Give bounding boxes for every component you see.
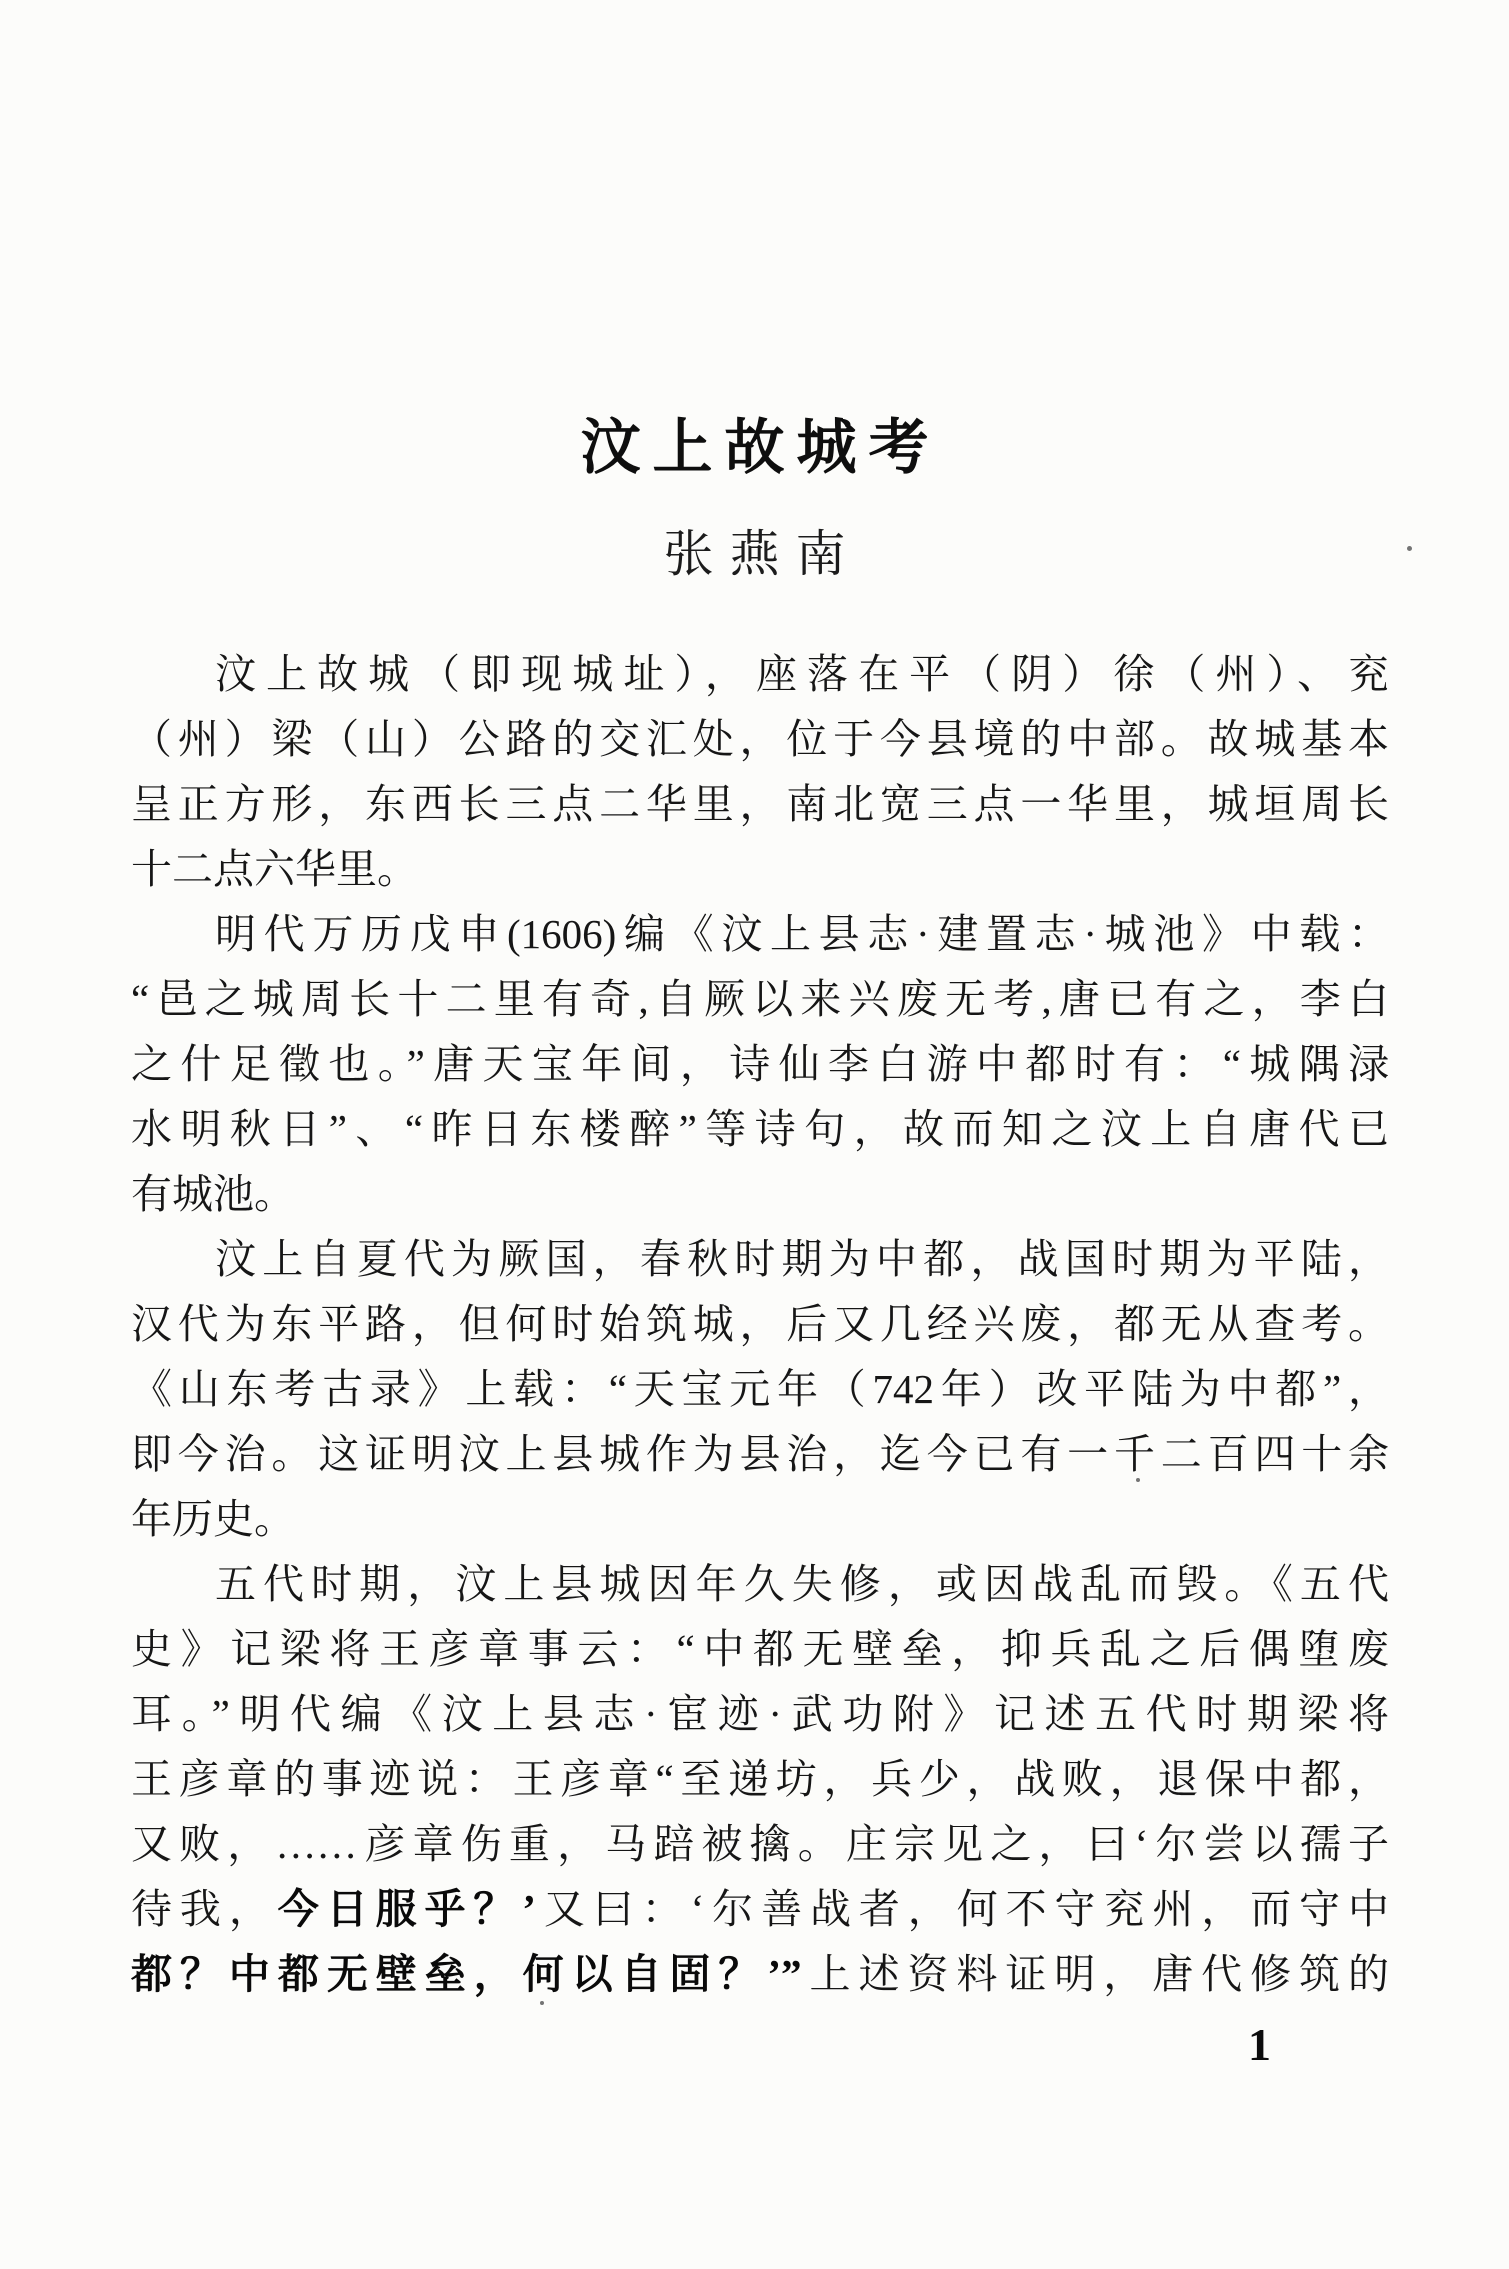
text-segment: （州）梁（山）公路的交汇处，位于今县境的中部。故城基本 [131,716,1389,762]
text-line [131,1032,1389,1097]
scan-speck [1136,1478,1140,1482]
text-segment: 明代万历戊申(1606)编《汶上县志·建置志·城池》中载： [215,911,1389,957]
text-segment: 有城池。 [131,1171,295,1217]
text-line [131,1422,1389,1487]
text-line [131,642,1389,707]
text-line [131,707,1389,772]
text-line [131,1942,1389,2007]
text-segment: 又曰：‘尔善战者，何不守兖州，而守中 [535,1886,1390,1932]
text-line [131,772,1389,837]
text-line [131,1292,1389,1357]
text-segment: 十二点六华里。 [131,846,418,892]
text-segment: “邑之城周长十二里有奇,自厥以来兴废无考,唐已有之，李白 [131,976,1389,1022]
text-line [131,1357,1389,1422]
text-segment: 《山东考古录》上载：“天宝元年（742年）改平陆为中都”， [131,1366,1389,1412]
scan-speck [1407,546,1412,551]
text-line [131,1747,1389,1812]
text-segment: 耳。”明代编《汶上县志·宦迹·武功附》记述五代时期梁将 [131,1691,1389,1737]
text-segment: 都？中都无壁垒，何以自固？’” [131,1951,802,1997]
text-line [131,1617,1389,1682]
author-name: 张燕南 [663,526,862,582]
text-line [131,1877,1389,1942]
text-line [131,1162,1389,1227]
text-segment: 王彦章的事迹说：王彦章“至递坊，兵少，战败，退保中都， [131,1756,1389,1802]
text-segment: 五代时期，汶上县城因年久失修，或因战乱而毁。《五代 [215,1561,1389,1607]
text-segment: 呈正方形，东西长三点二华里，南北宽三点一华里，城垣周长 [131,781,1389,827]
text-segment: 汶上自夏代为厥国，春秋时期为中都，战国时期为平陆， [215,1236,1389,1282]
text-line [131,902,1389,967]
scan-speck [540,2001,544,2005]
text-line [131,1812,1389,1877]
text-line [131,1227,1389,1292]
text-segment: 之什足徵也。”唐天宝年间，诗仙李白游中都时有：“城隅渌 [131,1041,1389,1087]
page-title: 汶上故城考 [580,415,941,481]
text-segment: 又败，……彦章伤重，马踣被擒。庄宗见之，曰‘尔尝以孺子 [131,1821,1389,1867]
text-segment: 水明秋日”、“昨日东楼醉”等诗句，故而知之汶上自唐代已 [131,1106,1389,1152]
text-segment: 汉代为东平路，但何时始筑城，后又几经兴废，都无从查考。 [131,1301,1389,1347]
text-line [131,967,1389,1032]
text-line [131,1682,1389,1747]
page-number: 1 [1248,2019,1271,2070]
text-segment: 待我， [131,1886,278,1932]
text-line [131,1552,1389,1617]
text-line [131,1097,1389,1162]
text-segment: 上述资料证明，唐代修筑的 [801,1951,1390,1997]
text-segment: 即今治。这证明汶上县城作为县治，迄今已有一千二百四十余 [131,1431,1389,1477]
text-segment: 年历史。 [131,1496,295,1542]
text-line [131,837,1389,902]
text-line [131,1487,1389,1552]
text-segment: 今日服乎？’ [277,1886,536,1932]
text-segment: 史》记梁将王彦章事云：“中都无壁垒，抑兵乱之后偶堕废 [131,1626,1389,1672]
text-segment: 汶上故城（即现城址），座落在平（阴）徐（州）、兖 [215,651,1389,697]
article-body [131,642,1389,2007]
